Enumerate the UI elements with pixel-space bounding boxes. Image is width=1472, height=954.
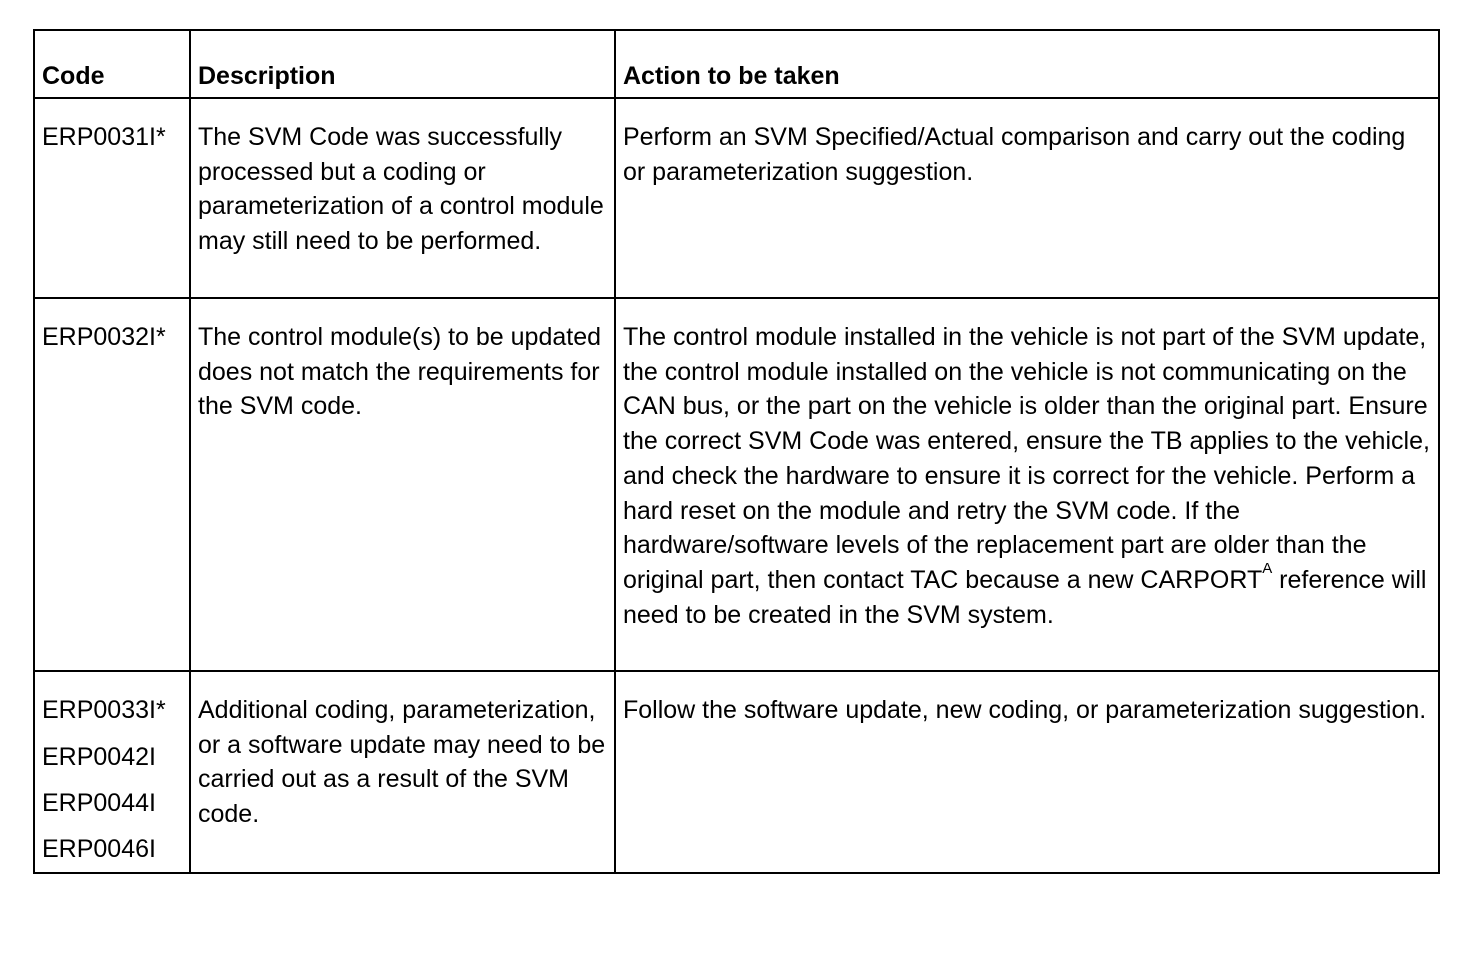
description-cell: Additional coding, parameterization, or a software update may need to be carried out as a result of the SVM code. xyxy=(190,671,615,873)
header-action: Action to be taken xyxy=(615,30,1439,98)
header-description: Description xyxy=(190,30,615,98)
action-text-continued: reference will need to be created in the SVM system. xyxy=(623,565,1427,629)
table-row xyxy=(34,98,1439,298)
header-code: Code xyxy=(34,30,190,98)
table-header-row xyxy=(34,30,1439,98)
action-text: The control module installed in the vehicle is not part of the SVM update, the control module installed on the vehicle is not communicating on the CAN bus, or the part on the vehicle is older than the original part. Ensure the correct SVM Code was entered, ensure the TB applies to the vehicle, and check the hardware to ensure it is correct for the vehicle. Perform a hard reset on the module and retry the SVM code. If the hardware/software levels of the replacement part are older than the original part, then contact TAC because a new CARPORT xyxy=(623,323,1430,594)
svm-code-table xyxy=(33,29,1440,874)
code-value: ERP0044I xyxy=(42,788,156,817)
code-value: ERP0031I* xyxy=(42,123,166,151)
code-cell xyxy=(34,98,190,298)
table-row xyxy=(34,671,1439,873)
code-cell xyxy=(34,298,190,671)
code-value: ERP0032I* xyxy=(42,323,166,351)
action-cell: Perform an SVM Specified/Actual comparison and carry out the coding or parameterization suggestion. xyxy=(615,98,1439,298)
description-cell: The control module(s) to be updated does not match the requirements for the SVM code. xyxy=(190,298,615,671)
table-row xyxy=(34,298,1439,671)
action-cell: Follow the software update, new coding, or parameterization suggestion. xyxy=(615,671,1439,873)
description-cell: The SVM Code was successfully processed but a coding or parameterization of a control module may still need to be performed. xyxy=(190,98,615,298)
action-cell xyxy=(615,298,1439,671)
code-value: ERP0033I* xyxy=(42,696,166,724)
carport-superscript: A xyxy=(1262,559,1273,577)
code-cell xyxy=(34,671,190,873)
code-value: ERP0042I xyxy=(42,742,156,771)
code-value: ERP0046I xyxy=(42,834,156,863)
